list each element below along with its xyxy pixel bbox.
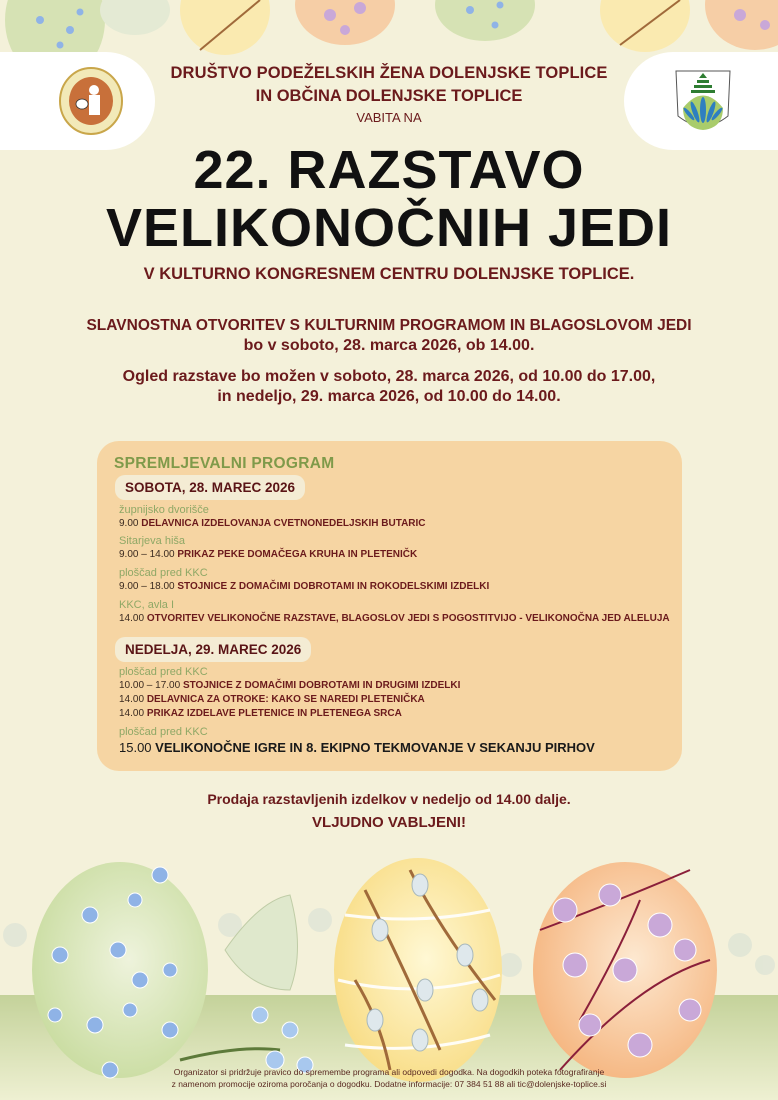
location-label: ploščad pred KKC xyxy=(119,666,208,678)
program-item xyxy=(119,708,402,719)
item-text: DELAVNICA ZA OTROKE: KAKO SE NAREDI PLETENIČKA xyxy=(146,694,425,705)
peach-egg-icon xyxy=(295,0,395,45)
program-item xyxy=(119,613,670,624)
sales-note: Prodaja razstavljenih izdelkov v nedeljo od 14.00 dalje. xyxy=(207,791,571,807)
viewing-hours-line-2: in nedeljo, 29. marca 2026, od 10.00 do 14.00. xyxy=(217,388,561,405)
location-label: ploščad pred KKC xyxy=(119,567,208,579)
green-egg-icon xyxy=(32,862,208,1078)
item-time: 14.00 xyxy=(119,708,145,719)
opening-date: bo v soboto, 28. marca 2026, ob 14.00. xyxy=(243,337,535,354)
event-title-line-2: VELIKONOČNIH JEDI xyxy=(105,198,673,258)
item-text: STOJNICE Z DOMAČIMI DOBROTAMI IN DRUGIMI IZDELKI xyxy=(182,680,461,691)
organizer-line-2: IN OBČINA DOLENJSKE TOPLICE xyxy=(255,87,523,105)
day-label-sunday: NEDELJA, 29. MAREC 2026 xyxy=(115,637,311,662)
program-item xyxy=(119,680,460,691)
item-time: 9.00 – 14.00 xyxy=(119,549,175,560)
location-label: Sitarjeva hiša xyxy=(119,535,186,547)
top-eggs-illustration xyxy=(0,0,778,60)
viewing-hours-line-1: Ogled razstave bo možen v soboto, 28. marca 2026, od 10.00 do 17.00, xyxy=(122,368,656,385)
item-text: PRIKAZ IZDELAVE PLETENICE IN PLETENEGA SRCA xyxy=(146,708,402,719)
footer-disclaimer-line-1: Organizator si pridržuje pravico do spremembe programa ali odpovedi dogodka. Na dogodkih poteka fotografiranje xyxy=(173,1067,605,1077)
program-item xyxy=(119,581,489,592)
item-text: PRIKAZ PEKE DOMAČEGA KRUHA IN PLETENIČK xyxy=(177,549,418,560)
program-box xyxy=(97,441,682,771)
location-label: ploščad pred KKC xyxy=(119,726,208,738)
welcome-text: VLJUDNO VABLJENI! xyxy=(312,814,466,831)
day-label-saturday: SOBOTA, 28. MAREC 2026 xyxy=(115,475,305,500)
society-seal-logo xyxy=(58,66,124,136)
municipality-coat-of-arms xyxy=(673,68,733,136)
program-item xyxy=(119,549,417,560)
item-time: 14.00 xyxy=(119,694,145,705)
invite-line: VABITA NA xyxy=(356,110,422,125)
butterfly-icon xyxy=(100,0,170,35)
item-text: OTVORITEV VELIKONOČNE RAZSTAVE, BLAGOSLOV JEDI S POGOSTITVIJO - VELIKONOČNA JED ALELUJA xyxy=(146,613,670,624)
organizer-line-1: DRUŠTVO PODEŽELSKIH ŽENA DOLENJSKE TOPLICE xyxy=(170,64,608,82)
top-decoration xyxy=(0,0,778,60)
item-time: 9.00 xyxy=(119,518,139,529)
item-text: STOJNICE Z DOMAČIMI DOBROTAMI IN ROKODELSKIMI IZDELKI xyxy=(177,581,490,592)
item-time: 10.00 – 17.00 xyxy=(119,680,181,691)
footer-disclaimer-line-2: z namenom promocije oziroma poročanja o dogodku. Dodatne informacije: 07 384 51 88 ali tic@dolenjske-toplice.si xyxy=(171,1079,607,1089)
program-item xyxy=(119,694,425,705)
item-text: DELAVNICA IZDELOVANJA CVETNONEDELJSKIH BUTARIC xyxy=(141,518,426,529)
program-item xyxy=(119,518,426,529)
opening-heading: SLAVNOSTNA OTVORITEV S KULTURNIM PROGRAMOM IN BLAGOSLOVOM JEDI xyxy=(86,317,692,334)
yellow-egg-icon xyxy=(180,0,270,55)
location-label: KKC, avla I xyxy=(119,599,175,611)
green-egg-icon xyxy=(435,0,535,41)
bottom-decoration xyxy=(0,840,778,1100)
green-egg-icon xyxy=(5,0,105,60)
event-title-line-1: 22. RAZSTAVO xyxy=(193,140,585,200)
program-title: SPREMLJEVALNI PROGRAM xyxy=(114,455,335,472)
butterfly-icon xyxy=(225,895,298,990)
location-label: župnijsko dvorišče xyxy=(119,504,209,516)
item-text: VELIKONOČNE IGRE IN 8. EKIPNO TEKMOVANJE V SEKANJU PIRHOV xyxy=(155,740,595,755)
item-time: 9.00 – 18.00 xyxy=(119,581,175,592)
program-item-highlight xyxy=(119,740,595,755)
item-time: 14.00 xyxy=(119,613,145,624)
venue-text: V KULTURNO KONGRESNEM CENTRU DOLENJSKE TOPLICE. xyxy=(143,265,635,283)
item-time: 15.00 xyxy=(119,740,152,755)
